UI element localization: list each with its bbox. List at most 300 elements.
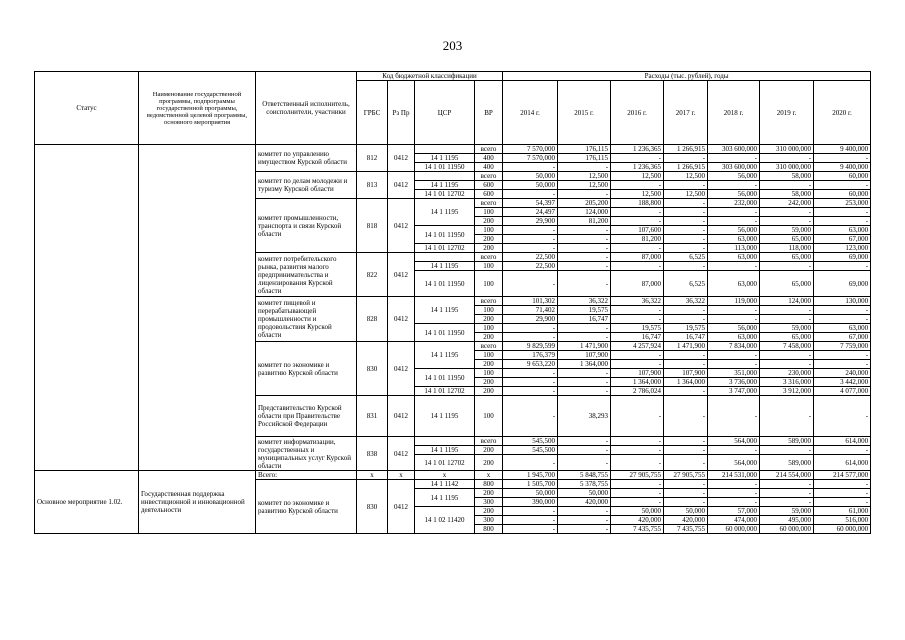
vr-cell: 300 bbox=[475, 498, 503, 507]
value-cell: 474,000 bbox=[708, 516, 760, 525]
value-cell: - bbox=[611, 315, 664, 324]
value-cell: 9 829,599 bbox=[503, 342, 558, 351]
value-cell: 303 600,000 bbox=[708, 163, 760, 172]
value-cell: 230,000 bbox=[760, 369, 814, 378]
rzpr-cell: 0412 bbox=[388, 253, 415, 297]
csr-cell: 14 1 01 12702 bbox=[415, 455, 475, 471]
value-cell: - bbox=[558, 507, 611, 516]
grbs-cell: 812 bbox=[357, 145, 388, 172]
value-cell: 545,500 bbox=[503, 437, 558, 446]
value-cell: - bbox=[558, 262, 611, 271]
value-cell: - bbox=[503, 190, 558, 199]
value-cell: - bbox=[814, 360, 871, 369]
value-cell: - bbox=[708, 446, 760, 455]
value-cell: - bbox=[814, 498, 871, 507]
rzpr-cell: 0412 bbox=[388, 297, 415, 342]
value-cell: 119,000 bbox=[708, 297, 760, 306]
csr-cell: 14 1 1195 bbox=[415, 154, 475, 163]
value-cell: - bbox=[814, 396, 871, 437]
value-cell: 50,000 bbox=[611, 507, 664, 516]
value-cell: 205,200 bbox=[558, 199, 611, 208]
csr-cell: 14 1 01 11950 bbox=[415, 226, 475, 244]
vr-cell: x bbox=[475, 471, 503, 480]
value-cell: - bbox=[814, 181, 871, 190]
header-year: 2020 г. bbox=[814, 81, 871, 145]
value-cell: 124,000 bbox=[760, 297, 814, 306]
responsible-cell: комитет информатизации, государственных и муниципальных услуг Курской области bbox=[256, 437, 357, 471]
value-cell: 56,000 bbox=[708, 226, 760, 235]
value-cell: 614,000 bbox=[814, 437, 871, 446]
csr-cell: 14 1 01 11950 bbox=[415, 271, 475, 297]
value-cell: 4 077,000 bbox=[814, 387, 871, 396]
value-cell: 63,000 bbox=[814, 226, 871, 235]
value-cell: - bbox=[664, 154, 708, 163]
grbs-cell: 813 bbox=[357, 172, 388, 199]
value-cell: 6,525 bbox=[664, 271, 708, 297]
vr-cell: 200 bbox=[475, 455, 503, 471]
rzpr-cell: 0412 bbox=[388, 437, 415, 471]
value-cell: - bbox=[664, 208, 708, 217]
value-cell: 19,575 bbox=[611, 324, 664, 333]
value-cell: 50,000 bbox=[503, 489, 558, 498]
value-cell: 19,575 bbox=[558, 306, 611, 315]
vr-cell: 300 bbox=[475, 516, 503, 525]
value-cell: - bbox=[760, 480, 814, 489]
value-cell: 564,000 bbox=[708, 455, 760, 471]
value-cell: - bbox=[503, 163, 558, 172]
value-cell: 19,575 bbox=[664, 324, 708, 333]
grbs-cell: 828 bbox=[357, 297, 388, 342]
value-cell: - bbox=[760, 396, 814, 437]
vr-cell: 200 bbox=[475, 235, 503, 244]
value-cell: - bbox=[708, 396, 760, 437]
header-year: 2018 г. bbox=[708, 81, 760, 145]
value-cell: 1 364,000 bbox=[558, 360, 611, 369]
grbs-cell: 838 bbox=[357, 437, 388, 471]
vr-cell: всего bbox=[475, 145, 503, 154]
csr-cell: 14 1 01 12702 bbox=[415, 387, 475, 396]
value-cell: - bbox=[664, 315, 708, 324]
value-cell: - bbox=[664, 489, 708, 498]
value-cell: 310 000,000 bbox=[760, 145, 814, 154]
grbs-cell: 822 bbox=[357, 253, 388, 297]
vr-cell: 200 bbox=[475, 507, 503, 516]
value-cell: 176,379 bbox=[503, 351, 558, 360]
value-cell: - bbox=[503, 525, 558, 534]
value-cell: 107,900 bbox=[611, 369, 664, 378]
vr-cell: 100 bbox=[475, 306, 503, 315]
value-cell: - bbox=[611, 360, 664, 369]
value-cell: 5 848,755 bbox=[558, 471, 611, 480]
value-cell: 16,747 bbox=[611, 333, 664, 342]
value-cell: 495,000 bbox=[760, 516, 814, 525]
value-cell: 56,000 bbox=[708, 172, 760, 181]
status-cell bbox=[35, 145, 139, 471]
value-cell: - bbox=[558, 455, 611, 471]
value-cell: - bbox=[611, 446, 664, 455]
value-cell: - bbox=[558, 333, 611, 342]
header-vr: ВР bbox=[475, 81, 503, 145]
value-cell: - bbox=[814, 154, 871, 163]
value-cell: - bbox=[760, 498, 814, 507]
value-cell: 60,000 bbox=[814, 190, 871, 199]
value-cell: - bbox=[611, 480, 664, 489]
page-number: 203 bbox=[442, 38, 463, 53]
value-cell: 3 912,000 bbox=[760, 387, 814, 396]
value-cell: 232,000 bbox=[708, 199, 760, 208]
value-cell: 564,000 bbox=[708, 437, 760, 446]
vr-cell: 200 bbox=[475, 360, 503, 369]
value-cell: - bbox=[503, 387, 558, 396]
responsible-cell: комитет по экономике и развитию Курской области bbox=[256, 342, 357, 396]
value-cell: 9 400,000 bbox=[814, 145, 871, 154]
header-year: 2017 г. bbox=[664, 81, 708, 145]
vr-cell: 200 bbox=[475, 378, 503, 387]
rzpr-cell: x bbox=[388, 471, 415, 480]
csr-cell: 14 1 01 11950 bbox=[415, 324, 475, 342]
value-cell: 7 570,000 bbox=[503, 145, 558, 154]
header-grbs: ГРБС bbox=[357, 81, 388, 145]
value-cell: 101,302 bbox=[503, 297, 558, 306]
value-cell: - bbox=[664, 181, 708, 190]
value-cell: - bbox=[760, 446, 814, 455]
value-cell: 87,000 bbox=[611, 271, 664, 297]
grbs-cell: 830 bbox=[357, 480, 388, 534]
csr-cell: 14 1 1195 bbox=[415, 446, 475, 455]
vr-cell: 200 bbox=[475, 244, 503, 253]
value-cell: - bbox=[814, 262, 871, 271]
rzpr-cell: 0412 bbox=[388, 145, 415, 172]
value-cell: - bbox=[503, 369, 558, 378]
value-cell: - bbox=[503, 324, 558, 333]
header-year: 2016 г. bbox=[611, 81, 664, 145]
table-body bbox=[35, 145, 871, 534]
value-cell: 36,322 bbox=[664, 297, 708, 306]
csr-cell bbox=[415, 145, 475, 154]
value-cell: 3 747,000 bbox=[708, 387, 760, 396]
value-cell: - bbox=[611, 154, 664, 163]
value-cell: 65,000 bbox=[760, 271, 814, 297]
value-cell: - bbox=[558, 525, 611, 534]
value-cell: 61,000 bbox=[814, 507, 871, 516]
value-cell: 124,000 bbox=[558, 208, 611, 217]
value-cell: - bbox=[708, 480, 760, 489]
vr-cell: 100 bbox=[475, 324, 503, 333]
vr-cell: 800 bbox=[475, 480, 503, 489]
value-cell: - bbox=[611, 217, 664, 226]
value-cell: - bbox=[664, 498, 708, 507]
value-cell: - bbox=[611, 244, 664, 253]
value-cell: - bbox=[760, 489, 814, 498]
value-cell: 1 266,915 bbox=[664, 145, 708, 154]
value-cell: - bbox=[814, 351, 871, 360]
value-cell: - bbox=[503, 516, 558, 525]
vr-cell: 200 bbox=[475, 387, 503, 396]
rzpr-cell: 0412 bbox=[388, 342, 415, 396]
csr-cell bbox=[415, 437, 475, 446]
value-cell: - bbox=[611, 498, 664, 507]
value-cell: 1 471,900 bbox=[558, 342, 611, 351]
value-cell: 24,497 bbox=[503, 208, 558, 217]
header-responsible: Ответственный исполнитель, соисполнители, участники bbox=[256, 72, 357, 145]
responsible-cell: комитет промышленности, транспорта и связи Курской области bbox=[256, 199, 357, 253]
value-cell: - bbox=[708, 489, 760, 498]
vr-cell: 200 bbox=[475, 489, 503, 498]
value-cell: 67,000 bbox=[814, 235, 871, 244]
value-cell: 516,000 bbox=[814, 516, 871, 525]
value-cell: 12,500 bbox=[558, 172, 611, 181]
value-cell: 60 000,000 bbox=[708, 525, 760, 534]
value-cell: - bbox=[760, 181, 814, 190]
vr-cell: 600 bbox=[475, 181, 503, 190]
value-cell: 60 000,000 bbox=[814, 525, 871, 534]
header-classification: Код бюджетной классификации bbox=[357, 72, 503, 81]
value-cell: 1 266,915 bbox=[664, 163, 708, 172]
value-cell: 36,322 bbox=[611, 297, 664, 306]
rzpr-cell: 0412 bbox=[388, 396, 415, 437]
csr-cell: 14 1 1195 bbox=[415, 181, 475, 190]
value-cell: 63,000 bbox=[708, 253, 760, 262]
value-cell: - bbox=[503, 507, 558, 516]
value-cell: 58,000 bbox=[760, 190, 814, 199]
value-cell: - bbox=[760, 315, 814, 324]
value-cell: - bbox=[760, 360, 814, 369]
value-cell: 36,322 bbox=[558, 297, 611, 306]
value-cell: - bbox=[664, 437, 708, 446]
header-status: Статус bbox=[35, 72, 139, 145]
vr-cell: всего bbox=[475, 437, 503, 446]
vr-cell: 200 bbox=[475, 446, 503, 455]
responsible-cell: комитет по делам молодежи и туризму Курской области bbox=[256, 172, 357, 199]
value-cell: - bbox=[814, 217, 871, 226]
value-cell: 214 577,000 bbox=[814, 471, 871, 480]
value-cell: - bbox=[558, 226, 611, 235]
value-cell: 50,000 bbox=[664, 507, 708, 516]
value-cell: 27 905,755 bbox=[664, 471, 708, 480]
responsible-cell: Представительство Курской области при Правительстве Российской Федерации bbox=[256, 396, 357, 437]
value-cell: 176,115 bbox=[558, 154, 611, 163]
value-cell: 253,000 bbox=[814, 199, 871, 208]
value-cell: - bbox=[503, 378, 558, 387]
value-cell: - bbox=[611, 262, 664, 271]
value-cell: 107,600 bbox=[611, 226, 664, 235]
value-cell: - bbox=[664, 262, 708, 271]
value-cell: 6,525 bbox=[664, 253, 708, 262]
grbs-cell: 818 bbox=[357, 199, 388, 253]
header-year: 2019 г. bbox=[760, 81, 814, 145]
value-cell: 310 000,000 bbox=[760, 163, 814, 172]
value-cell: 65,000 bbox=[760, 253, 814, 262]
value-cell: - bbox=[558, 235, 611, 244]
csr-cell bbox=[415, 253, 475, 262]
header-year: 2014 г. bbox=[503, 81, 558, 145]
name-cell bbox=[139, 145, 256, 471]
rzpr-cell: 0412 bbox=[388, 480, 415, 534]
value-cell: 3 736,000 bbox=[708, 378, 760, 387]
value-cell: 81,200 bbox=[611, 235, 664, 244]
value-cell: 7 759,000 bbox=[814, 342, 871, 351]
value-cell: - bbox=[664, 480, 708, 489]
value-cell: - bbox=[664, 360, 708, 369]
value-cell: 12,500 bbox=[664, 190, 708, 199]
value-cell: 242,000 bbox=[760, 199, 814, 208]
value-cell: - bbox=[503, 235, 558, 244]
grbs-cell: x bbox=[357, 471, 388, 480]
event-total-row bbox=[35, 471, 871, 480]
csr-cell: 14 1 01 12702 bbox=[415, 190, 475, 199]
vr-cell: 100 bbox=[475, 271, 503, 297]
value-cell: 50,000 bbox=[503, 181, 558, 190]
responsible-cell: комитет по экономике и развитию Курской области bbox=[256, 480, 357, 534]
value-cell: 63,000 bbox=[708, 271, 760, 297]
value-cell: 420,000 bbox=[611, 516, 664, 525]
header-name: Наименование государственной программы, подпрограммы государственной программы, ведомственной целевой программы, основного мероприятия bbox=[139, 72, 256, 145]
value-cell: - bbox=[708, 498, 760, 507]
vr-cell: 400 bbox=[475, 154, 503, 163]
value-cell: - bbox=[708, 217, 760, 226]
value-cell: - bbox=[503, 333, 558, 342]
value-cell: 390,000 bbox=[503, 498, 558, 507]
value-cell: 107,900 bbox=[558, 351, 611, 360]
value-cell: - bbox=[708, 181, 760, 190]
value-cell: 1 236,365 bbox=[611, 163, 664, 172]
value-cell: - bbox=[503, 244, 558, 253]
value-cell: - bbox=[664, 226, 708, 235]
value-cell: 545,500 bbox=[503, 446, 558, 455]
responsible-cell: комитет пищевой и перерабатывающей промышленности и продовольствия Курской области bbox=[256, 297, 357, 342]
value-cell: - bbox=[664, 306, 708, 315]
vr-cell: 100 bbox=[475, 262, 503, 271]
value-cell: 303 600,000 bbox=[708, 145, 760, 154]
vr-cell: всего bbox=[475, 253, 503, 262]
value-cell: - bbox=[558, 244, 611, 253]
table-row bbox=[35, 145, 871, 154]
value-cell: 7 435,755 bbox=[664, 525, 708, 534]
vr-cell: 200 bbox=[475, 333, 503, 342]
value-cell: - bbox=[558, 163, 611, 172]
value-cell: 56,000 bbox=[708, 324, 760, 333]
value-cell: 58,000 bbox=[760, 172, 814, 181]
value-cell: 60,000 bbox=[814, 172, 871, 181]
value-cell: - bbox=[558, 369, 611, 378]
header-csr: ЦСР bbox=[415, 81, 475, 145]
value-cell: - bbox=[558, 271, 611, 297]
header-year: 2015 г. bbox=[558, 81, 611, 145]
value-cell: - bbox=[611, 306, 664, 315]
vr-cell: всего bbox=[475, 297, 503, 306]
value-cell: 12,500 bbox=[558, 181, 611, 190]
event-name-cell: Государственная поддержка инвестиционной и инновационной деятельности bbox=[139, 471, 256, 534]
vr-cell: 100 bbox=[475, 208, 503, 217]
value-cell: 57,000 bbox=[708, 507, 760, 516]
vr-cell: 100 bbox=[475, 226, 503, 235]
value-cell: 71,402 bbox=[503, 306, 558, 315]
value-cell: 4 257,924 bbox=[611, 342, 664, 351]
csr-cell: 14 1 1142 bbox=[415, 480, 475, 489]
csr-cell bbox=[415, 172, 475, 181]
value-cell: 176,115 bbox=[558, 145, 611, 154]
value-cell: - bbox=[814, 306, 871, 315]
header-expenses: Расходы (тыс. рублей), годы bbox=[503, 72, 871, 81]
value-cell: 420,000 bbox=[664, 516, 708, 525]
value-cell: 38,293 bbox=[558, 396, 611, 437]
value-cell: 123,000 bbox=[814, 244, 871, 253]
value-cell: 54,397 bbox=[503, 199, 558, 208]
value-cell: 12,500 bbox=[611, 172, 664, 181]
csr-cell: 14 1 1195 bbox=[415, 199, 475, 226]
csr-cell: 14 1 1195 bbox=[415, 396, 475, 437]
value-cell: - bbox=[708, 315, 760, 324]
event-total-label: Всего: bbox=[256, 471, 357, 480]
value-cell: 3 316,000 bbox=[760, 378, 814, 387]
vr-cell: 200 bbox=[475, 315, 503, 324]
value-cell: - bbox=[558, 387, 611, 396]
value-cell: - bbox=[708, 360, 760, 369]
csr-cell: 14 1 1195 bbox=[415, 297, 475, 324]
value-cell: 113,000 bbox=[708, 244, 760, 253]
value-cell: 50,000 bbox=[558, 489, 611, 498]
value-cell: 589,000 bbox=[760, 455, 814, 471]
value-cell: - bbox=[611, 437, 664, 446]
value-cell: 614,000 bbox=[814, 455, 871, 471]
rzpr-cell: 0412 bbox=[388, 199, 415, 253]
value-cell: 9 400,000 bbox=[814, 163, 871, 172]
value-cell: 1 505,700 bbox=[503, 480, 558, 489]
value-cell: 12,500 bbox=[611, 190, 664, 199]
value-cell: - bbox=[558, 378, 611, 387]
value-cell: 59,000 bbox=[760, 507, 814, 516]
vr-cell: 100 bbox=[475, 396, 503, 437]
value-cell: - bbox=[503, 455, 558, 471]
value-cell: 65,000 bbox=[760, 235, 814, 244]
value-cell: - bbox=[664, 455, 708, 471]
value-cell: 16,747 bbox=[558, 315, 611, 324]
csr-cell: 14 1 01 12702 bbox=[415, 244, 475, 253]
value-cell: - bbox=[503, 226, 558, 235]
value-cell: 3 442,000 bbox=[814, 378, 871, 387]
csr-cell: 14 1 02 11420 bbox=[415, 507, 475, 534]
value-cell: - bbox=[708, 351, 760, 360]
value-cell: - bbox=[760, 306, 814, 315]
value-cell: - bbox=[611, 455, 664, 471]
value-cell: - bbox=[611, 351, 664, 360]
value-cell: 107,900 bbox=[664, 369, 708, 378]
vr-cell: 100 bbox=[475, 351, 503, 360]
csr-cell: 14 1 01 11950 bbox=[415, 163, 475, 172]
value-cell: 1 236,365 bbox=[611, 145, 664, 154]
value-cell: - bbox=[558, 324, 611, 333]
value-cell: 65,000 bbox=[760, 333, 814, 342]
grbs-cell: 831 bbox=[357, 396, 388, 437]
vr-cell: всего bbox=[475, 342, 503, 351]
value-cell: - bbox=[814, 480, 871, 489]
value-cell: - bbox=[664, 244, 708, 253]
value-cell: 351,000 bbox=[708, 369, 760, 378]
value-cell: 56,000 bbox=[708, 190, 760, 199]
header-rzpr: Рз Пр bbox=[388, 81, 415, 145]
value-cell: 214 554,000 bbox=[760, 471, 814, 480]
value-cell: 12,500 bbox=[664, 172, 708, 181]
value-cell: 59,000 bbox=[760, 324, 814, 333]
value-cell: 67,000 bbox=[814, 333, 871, 342]
value-cell: - bbox=[664, 235, 708, 244]
vr-cell: 400 bbox=[475, 163, 503, 172]
value-cell: - bbox=[664, 446, 708, 455]
value-cell: 7 570,000 bbox=[503, 154, 558, 163]
value-cell: - bbox=[611, 489, 664, 498]
value-cell: - bbox=[664, 217, 708, 226]
value-cell: 214 531,000 bbox=[708, 471, 760, 480]
